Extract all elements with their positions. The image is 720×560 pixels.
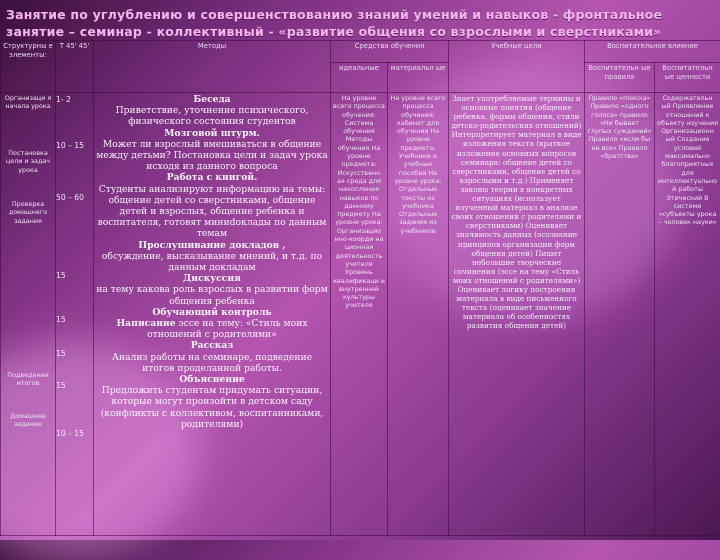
header-means-ideal: идеальные	[331, 63, 388, 93]
method-name: Прослушивание докладов ,	[138, 240, 285, 251]
method-text: Предложить студентам придумать ситуации, которые могут произойти в детском саду (конфликты с коллективом, воспитанниками, родителями)	[101, 385, 324, 430]
lesson-plan-table	[0, 40, 720, 536]
method-text: Анализ работы на семинаре, подведение итогов проделанной работы.	[112, 352, 312, 374]
time-item: 1- 2	[56, 95, 71, 104]
method-text: на тему какова роль взрослых в развитии форм общения ребенка	[96, 284, 328, 306]
element-item: Организаци я начала урока	[3, 94, 53, 146]
header-goals: Учебные цели	[449, 41, 585, 93]
method-name: Работа с книгой.	[167, 172, 258, 183]
edu-values-column: Содержательн ый Проявление отношений к объекту изучения Организационн ый Создание условий максимально благоприятных для интеллектуально й работы Этический В системе «субъекты урока – человек науки»	[655, 93, 720, 536]
method-text: эссе на тему: «Стиль моих отношений с родителями»	[147, 318, 307, 340]
means-ideal-column: На уровне всего процесса обучения: Система обучения Методы обучения На уровне предмета: Искусственн ая среда для накопления навыков по данному предмету На уровне урока: Организацио нно-коорди на ционная деятельность учителя Уровень квалификаци и внутренней культуры учителя	[331, 93, 388, 536]
time-item: 15	[56, 349, 66, 358]
element-item: Домашнее задание	[3, 412, 53, 429]
time-item: 15	[56, 381, 66, 390]
edu-rules-column: Правило «поиска» Правило «одного голоса» правило «Не бывает глупых суждений» Правило «если бы не все» Правило «братства»	[585, 93, 655, 536]
time-column	[56, 93, 94, 536]
method-text: Может ли взрослый вмешиваться в общение между детьми? Постановка цели и задач урока исходя из данного вопроса	[96, 139, 327, 172]
element-item: Проверка домашнего задания	[3, 200, 53, 368]
method-text: Приветствие, уточнение психического, физического состояния студентов	[116, 105, 309, 127]
time-item: 10 – 15	[56, 429, 84, 438]
means-material-column: На уровне всего процесса обучения: кабинет для обучения На уровне предмета: Учебники и учебные пособия На уровне урока: Отдельные тексты из учебника Отдельные задания из учебников	[388, 93, 449, 536]
header-means: Средства обучения	[331, 41, 449, 63]
page-title: Занятие по углублению и совершенствованию знаний умений и навыков - фронтальное занятие – семинар - коллективный - «развитие общения со взрослыми и сверстниками»	[6, 6, 714, 40]
method-name: Объяснение	[179, 374, 245, 385]
method-name: Написание	[116, 318, 175, 329]
element-item: Постановка цели и задач урока	[3, 149, 53, 197]
method-name: Обучающий контроль	[152, 307, 271, 318]
time-item: 15	[56, 271, 66, 280]
methods-column	[94, 93, 331, 536]
time-item: 15	[56, 315, 66, 324]
header-educational: Воспитательное влияние	[585, 41, 720, 63]
element-item: Подведение итогов	[3, 371, 53, 409]
method-name: Беседа	[193, 94, 230, 105]
header-edu-rules: Воспитательн ые правила	[585, 63, 655, 93]
method-text: Студенты анализируют информацию на темы: общение детей со сверстниками, общение детей и взрослых, общение ребенка и воспитателя, готовят миниdоклады по данным темам	[98, 184, 327, 240]
method-name: Дискуссия	[183, 273, 241, 284]
goals-column: Знает употребляемые термины и основные понятия (общение ребенка, формы общения, стили детско-родительских отношений) Интерпретирует материал в виде изложения текста (краткое изложение основных вопросов семинара: общение детей со сверстниками, общение детей со взрослыми и т.д.) Применяет законы теории в конкретных ситуациях (использует изученный материал в анализе своих отношений с родителями и сверстниками) Оценивает значимость данных (осознание принципов организации форм общения детей) Пишет небольшие творческие сочинения (эссе на тему «Стиль моих отношений с родителями») Оценивает логику построения материала в виде письменного текста (оценивает значение материала об особенностях развития общения детей)	[449, 93, 585, 536]
time-item: 10 – 15	[56, 141, 84, 150]
header-edu-values: Воспитательн ые ценности	[655, 63, 720, 93]
header-elements: Структурны е элементы:	[1, 41, 56, 93]
header-methods: Методы	[94, 41, 331, 93]
header-means-material: материальн ые	[388, 63, 449, 93]
header-time: T 45' 45'	[56, 41, 94, 93]
method-text: обсуждение, высказывание мнений, и т.д. по данным докладам	[102, 251, 322, 273]
method-name: Рассказ	[191, 340, 234, 351]
elements-column	[1, 93, 56, 536]
time-item: 50 – 60	[56, 193, 84, 202]
method-name: Мозговой штурм.	[164, 128, 260, 139]
